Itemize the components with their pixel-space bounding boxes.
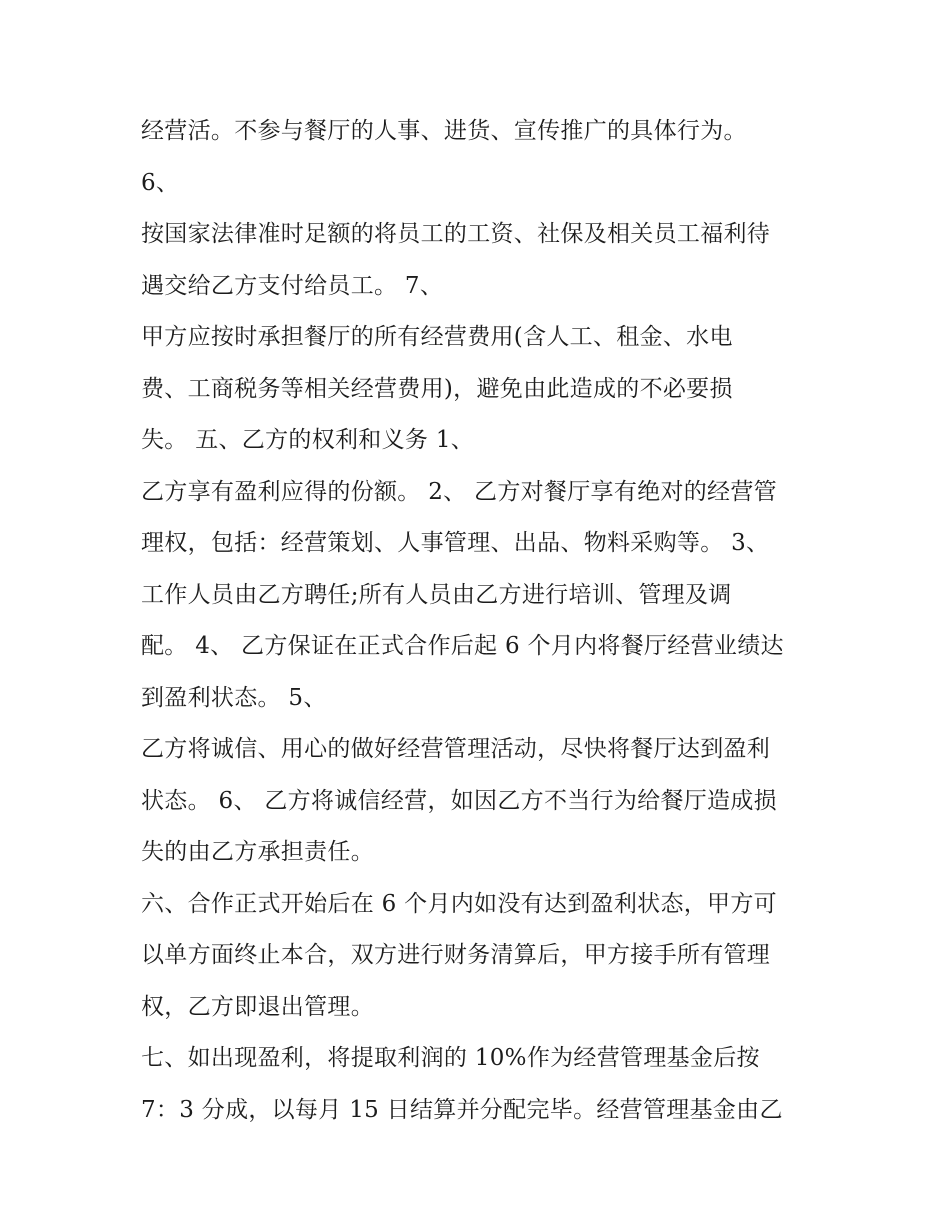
text-line: 甲方应按时承担餐厅的所有经营费用(含人工、租金、水电: [141, 324, 733, 350]
text-line: 工作人员由乙方聘任;所有人员由乙方进行培训、管理及调: [141, 581, 732, 608]
text-line: 经营活。不参与餐厅的人事、进货、宣传推广的具体行为。: [141, 118, 747, 144]
text-line: 状态。 6、 乙方将诚信经营，如因乙方不当行为给餐厅造成损: [141, 787, 777, 814]
text-line: 失的由乙方承担责任。: [141, 839, 374, 865]
text-line: 七、如出现盈利，将提取利润的 10%作为经营管理基金后按: [141, 1045, 760, 1071]
text-line: 6、: [141, 169, 180, 196]
text-line: 乙方享有盈利应得的份额。 2、 乙方对餐厅享有绝对的经营管: [141, 478, 777, 505]
text-line: 以单方面终止本合，双方进行财务清算后，甲方接手所有管理: [141, 942, 771, 968]
text-line: 配。 4、 乙方保证在正式合作后起 6 个月内将餐厅经营业绩达: [141, 633, 784, 659]
text-line: 费、工商税务等相关经营费用)，避免由此造成的不必要损: [141, 375, 733, 402]
text-line: 乙方将诚信、用心的做好经营管理活动，尽快将餐厅达到盈利: [141, 736, 771, 762]
document-body: [141, 106, 821, 1136]
text-line: 理权，包括：经营策划、人事管理、出品、物料采购等。 3、: [141, 530, 770, 556]
text-line: 到盈利状态。 5、: [141, 684, 327, 711]
text-line: 按国家法律准时足额的将员工的工资、社保及相关员工福利待: [141, 221, 771, 247]
text-line: 权，乙方即退出管理。: [141, 993, 374, 1020]
text-line: 遇交给乙方支付给员工。 7、: [141, 272, 444, 299]
text-line: 失。 五、乙方的权利和义务 1、: [141, 427, 475, 453]
text-line: 六、合作正式开始后在 6 个月内如没有达到盈利状态，甲方可: [141, 890, 777, 917]
text-line: 7：3 分成，以每月 15 日结算并分配完毕。经营管理基金由乙: [141, 1096, 783, 1123]
